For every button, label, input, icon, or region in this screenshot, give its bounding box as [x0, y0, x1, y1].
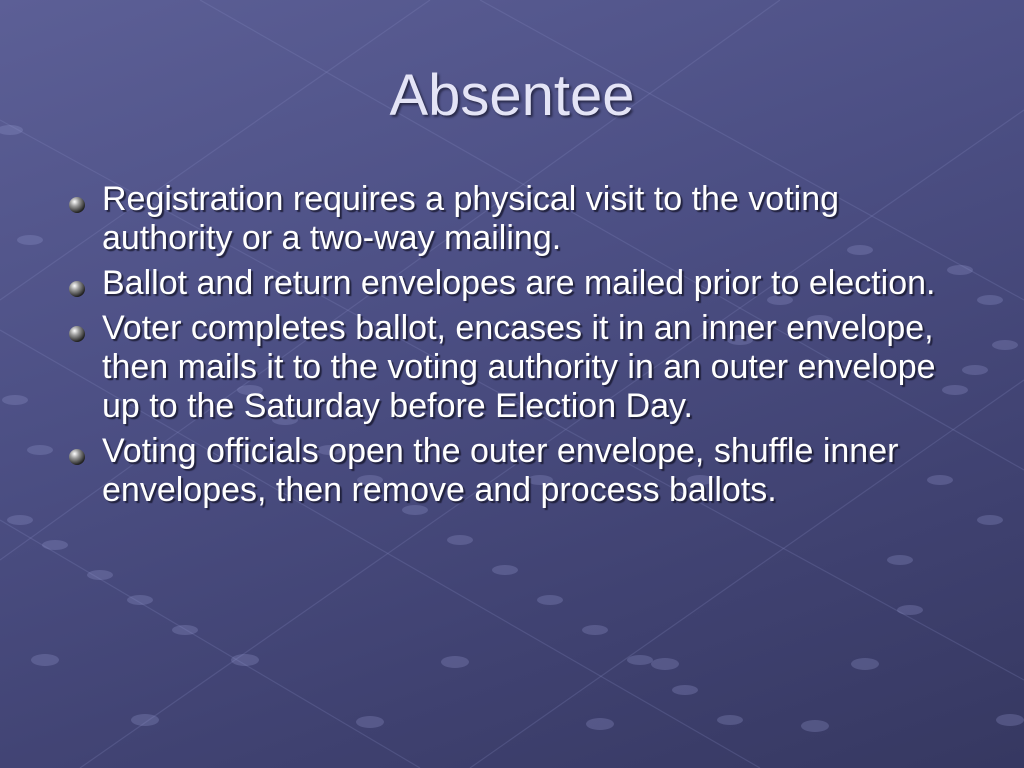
- bullet-list: [66, 180, 946, 516]
- bullet-text: Ballot and return envelopes are mailed prior to election.: [102, 264, 936, 302]
- sphere-bullet-icon: [66, 194, 88, 216]
- sphere-bullet-icon: [66, 278, 88, 300]
- sphere-bullet-icon: [66, 446, 88, 468]
- sphere-bullet-icon: [66, 323, 88, 345]
- bullet-item: [66, 432, 946, 510]
- slide-title: Absentee: [389, 63, 635, 128]
- bullet-item: [66, 309, 946, 426]
- bullet-item: [66, 180, 946, 258]
- bullet-text: Voting officials open the outer envelope, shuffle inner envelopes, then remove and process ballots.: [102, 432, 899, 509]
- bullet-item: [66, 264, 946, 303]
- bullet-text: Voter completes ballot, encases it in an inner envelope, then mails it to the voting authority in an outer envelope up to the Saturday before Election Day.: [102, 309, 936, 425]
- bullet-text: Registration requires a physical visit to the voting authority or a two-way mailing.: [102, 180, 840, 257]
